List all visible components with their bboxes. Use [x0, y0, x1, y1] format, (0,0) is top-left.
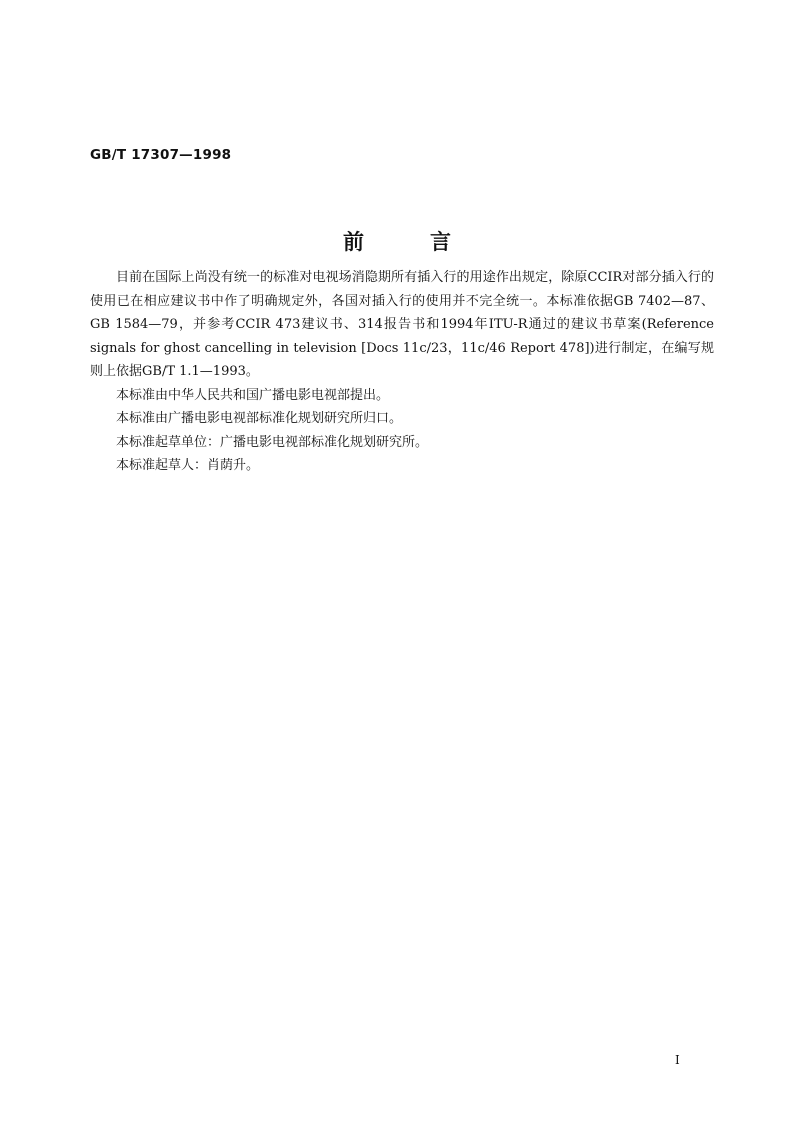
preface-paragraph-administration: 本标准由广播电影电视部标准化规划研究所归口。	[116, 411, 403, 426]
preface-paragraph-proposer: 本标准由中华人民共和国广播电影电视部提出。	[116, 387, 390, 403]
preface-body	[90, 266, 714, 478]
section-title-char-1: 前	[343, 230, 364, 254]
standard-code: GB/T 17307—1998	[90, 147, 232, 163]
preface-paragraph-main: 目前在国际上尚没有统一的标准对电视场消隐期所有插入行的用途作出规定，除原CCIR对部分插入行的使用已在相应建议书中作了明确规定外，各国对插入行的使用并不完全统一。本标准依据GB 7402—87、GB 1584—79，并参考CCIR 473建议书、314报告书和1994年ITU-R通过的建议书草案(Reference signals for ghost cancelling in television [Docs 11c/23，11c/46 Report 478])进行制定，在编写规则上依据GB/T 1.1—1993。	[90, 270, 714, 379]
section-title-char-2: 言	[430, 230, 451, 254]
page-number: I	[675, 1053, 680, 1067]
section-title	[0, 226, 794, 256]
preface-paragraph-drafting-unit: 本标准起草单位：广播电影电视部标准化规划研究所。	[116, 434, 429, 450]
preface-paragraph-drafter: 本标准起草人：肖荫升。	[116, 458, 260, 473]
